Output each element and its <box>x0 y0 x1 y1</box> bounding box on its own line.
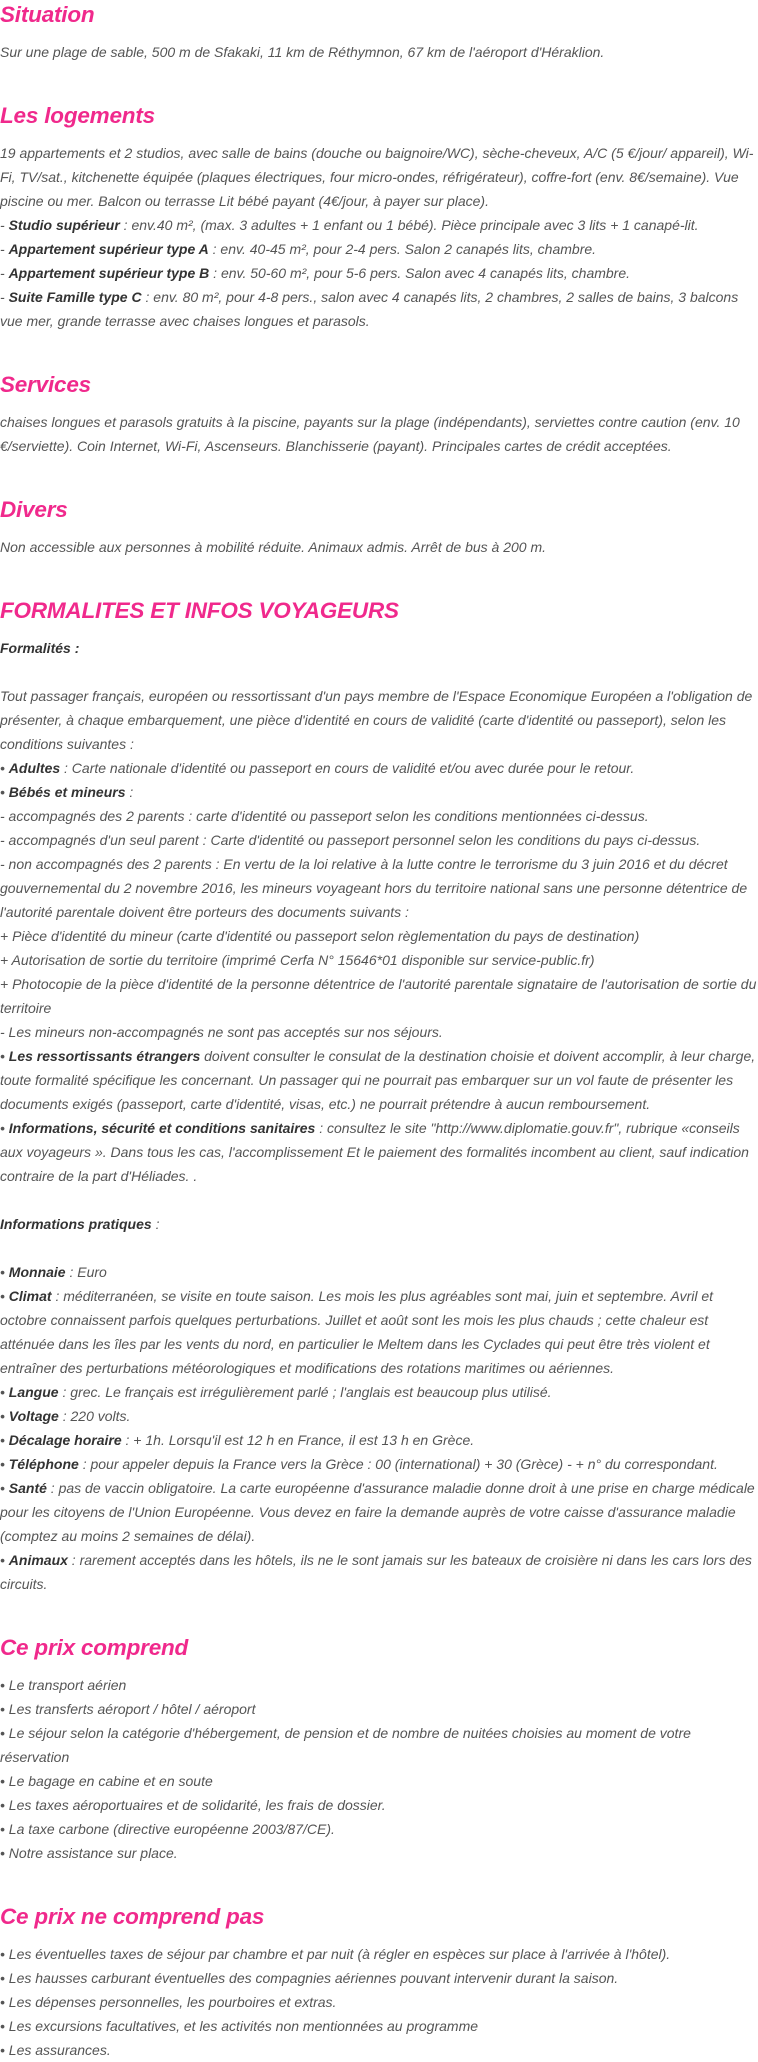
logement-item: - Appartement supérieur type B : env. 50-60 m², pour 5-6 pers. Salon avec 4 canapés lits, chambre. <box>0 265 631 281</box>
pratique-item: • Santé : pas de vaccin obligatoire. La carte européenne d'assurance maladie donne droit à une prise en charge médicale pour les citoyens de l'Union Européenne. Vous devez en faire la demande auprès de votre caisse d'assurance maladie (comptez au moins 2 semaines de délai). <box>0 1480 755 1544</box>
formalite-line: - accompagnés d'un seul parent : Carte d'identité ou passeport personnel selon les conditions du pays ci-dessus. <box>0 832 701 848</box>
list-item: • Le transport aérien <box>0 1677 127 1693</box>
pratique-item: • Langue : grec. Le français est irrégulièrement parlé ; l'anglais est beaucoup plus utilisé. <box>0 1384 552 1400</box>
services-text: chaises longues et parasols gratuits à la piscine, payants sur la plage (indépendants), serviettes contre caution (env. 10 €/serviette). Coin Internet, Wi-Fi, Ascenseurs. Blanchisserie (payant). Principales cartes de crédit acceptées. <box>0 414 740 454</box>
formalites-label: Formalités : <box>0 640 80 656</box>
pratique-item: • Décalage horaire : + 1h. Lorsqu'il est 12 h en France, il est 13 h en Grèce. <box>0 1432 475 1448</box>
formalite-line: + Autorisation de sortie du territoire (imprimé Cerfa N° 15646*01 disponible sur service-public.fr) <box>0 952 595 968</box>
pratique-item: • Monnaie : Euro <box>0 1264 107 1280</box>
section-title-situation: Situation <box>0 2 95 27</box>
section-title-divers: Divers <box>0 497 68 522</box>
section-title-services: Services <box>0 372 91 397</box>
formalite-line: + Pièce d'identité du mineur (carte d'identité ou passeport selon règlementation du pays de destination) <box>0 928 640 944</box>
formalite-infos: • Informations, sécurité et conditions sanitaires : consultez le site "http://www.diplomatie.gouv.fr", rubrique «conseils aux voyageurs ». Dans tous les cas, l'accomplissement Et le paiement des formalités incombent au client, sauf indication contraire de la part d'Héliades. . <box>0 1120 749 1184</box>
pratique-item: • Animaux : rarement acceptés dans les hôtels, ils ne le sont jamais sur les bateaux de croisière ni dans les cars lors des circuits. <box>0 1552 752 1592</box>
pratique-item: • Voltage : 220 volts. <box>0 1408 131 1424</box>
logement-item: - Appartement supérieur type A : env. 40-45 m², pour 2-4 pers. Salon 2 canapés lits, chambre. <box>0 241 597 257</box>
formalites-intro: Tout passager français, européen ou ressortissant d'un pays membre de l'Espace Economique Européen a l'obligation de présenter, à chaque embarquement, une pièce d'identité en cours de validité (carte d'identité ou passeport), selon les conditions suivantes : <box>0 688 753 752</box>
list-item: • Les éventuelles taxes de séjour par chambre et par nuit (à régler en espèces sur place à l'arrivée à l'hôtel). <box>0 1946 671 1962</box>
logements-intro: 19 appartements et 2 studios, avec salle de bains (douche ou baignoire/WC), sèche-cheveux, A/C (5 €/jour/ appareil), Wi-Fi, TV/sat., kitchenette équipée (plaques électriques, four micro-ondes, réfrigérateur), coffre-fort (env. 8€/semaine). Vue piscine ou mer. Balcon ou terrasse Lit bébé payant (4€/jour, à payer sur place). <box>0 145 754 209</box>
formalite-bebes: • Bébés et mineurs : <box>0 784 134 800</box>
logement-type: Suite Famille type C <box>8 289 142 305</box>
list-item: • Les dépenses personnelles, les pourboires et extras. <box>0 1994 337 2010</box>
list-item: • La taxe carbone (directive européenne 2003/87/CE). <box>0 1821 335 1837</box>
logement-type: Appartement supérieur type B <box>8 265 210 281</box>
pratique-item: • Climat : méditerranéen, se visite en toute saison. Les mois les plus agréables sont mai, juin et septembre. Avril et octobre connaissent parfois quelques perturbations. Juillet et août sont les mois les plus chauds ; cette chaleur est atténuée dans les îles par les vents du nord, en particulier le Meltem dans les Cyclades qui peut être très violent et entraîner des perturbations météorologiques et modifications des rotations maritimes ou aériennes. <box>0 1288 714 1376</box>
pratique-item: • Téléphone : pour appeler depuis la France vers la Grèce : 00 (international) + 30 (Grèce) - + n° du correspondant. <box>0 1456 718 1472</box>
formalite-line: + Photocopie de la pièce d'identité de la personne détentrice de l'autorité parentale signataire de l'autorisation de sortie du territoire <box>0 976 757 1016</box>
section-title-formalites: FORMALITES ET INFOS VOYAGEURS <box>0 598 399 623</box>
list-item: • Notre assistance sur place. <box>0 1845 178 1861</box>
list-item: • Les excursions facultatives, et les activités non mentionnées au programme <box>0 2018 479 2034</box>
list-item: • Le séjour selon la catégorie d'hébergement, de pension et de nombre de nuitées choisies au moment de votre réservation <box>0 1725 691 1765</box>
list-item: • Les transferts aéroport / hôtel / aéroport <box>0 1701 256 1717</box>
logement-type: Studio supérieur <box>8 217 120 233</box>
formalite-etrangers: • Les ressortissants étrangers doivent consulter le consulat de la destination choisie et doivent accomplir, à leur charge, toute formalité spécifique les concernant. Un passager qui ne pourrait pas embarquer sur un vol faute de présenter les documents exigés (passeport, carte d'identité, visas, etc.) ne pourrait prétendre à aucun remboursement. <box>0 1048 756 1112</box>
section-title-logements: Les logements <box>0 103 155 128</box>
logement-item: - Studio supérieur : env.40 m², (max. 3 adultes + 1 enfant ou 1 bébé). Pièce principale avec 3 lits + 1 canapé-lit. <box>0 217 699 233</box>
formalite-line: - non accompagnés des 2 parents : En vertu de la loi relative à la lutte contre le terrorisme du 3 juin 2016 et du décret gouvernemental du 2 novembre 2016, les mineurs voyageant hors du territoire national sans une personne détentrice de l'autorité parentale doivent être porteurs des documents suivants : <box>0 856 748 920</box>
formalite-adultes: • Adultes : Carte nationale d'identité ou passeport en cours de validité et/ou avec durée pour le retour. <box>0 760 635 776</box>
logement-item: - Suite Famille type C : env. 80 m², pour 4-8 pers., salon avec 4 canapés lits, 2 chambres, 2 salles de bains, 3 balcons vue mer, grande terrasse avec chaises longues et parasols. <box>0 289 739 329</box>
divers-text: Non accessible aux personnes à mobilité réduite. Animaux admis. Arrêt de bus à 200 m. <box>0 539 547 555</box>
list-item: • Les hausses carburant éventuelles des compagnies aériennes pouvant intervenir durant la saison. <box>0 1970 619 1986</box>
formalite-line: - Les mineurs non-accompagnés ne sont pas acceptés sur nos séjours. <box>0 1024 443 1040</box>
logement-type: Appartement supérieur type A <box>8 241 209 257</box>
formalite-line: - accompagnés des 2 parents : carte d'identité ou passeport selon les conditions mentionnées ci-dessus. <box>0 808 649 824</box>
list-item: • Les assurances. <box>0 2042 111 2058</box>
situation-text: Sur une plage de sable, 500 m de Sfakaki, 11 km de Réthymnon, 67 km de l'aéroport d'Héraklion. <box>0 44 605 60</box>
section-title-ne-comprend-pas: Ce prix ne comprend pas <box>0 1904 265 1929</box>
list-item: • Les taxes aéroportuaires et de solidarité, les frais de dossier. <box>0 1797 386 1813</box>
list-item: • Le bagage en cabine et en soute <box>0 1773 213 1789</box>
pratiques-heading: Informations pratiques : <box>0 1216 160 1232</box>
section-title-comprend: Ce prix comprend <box>0 1635 189 1660</box>
